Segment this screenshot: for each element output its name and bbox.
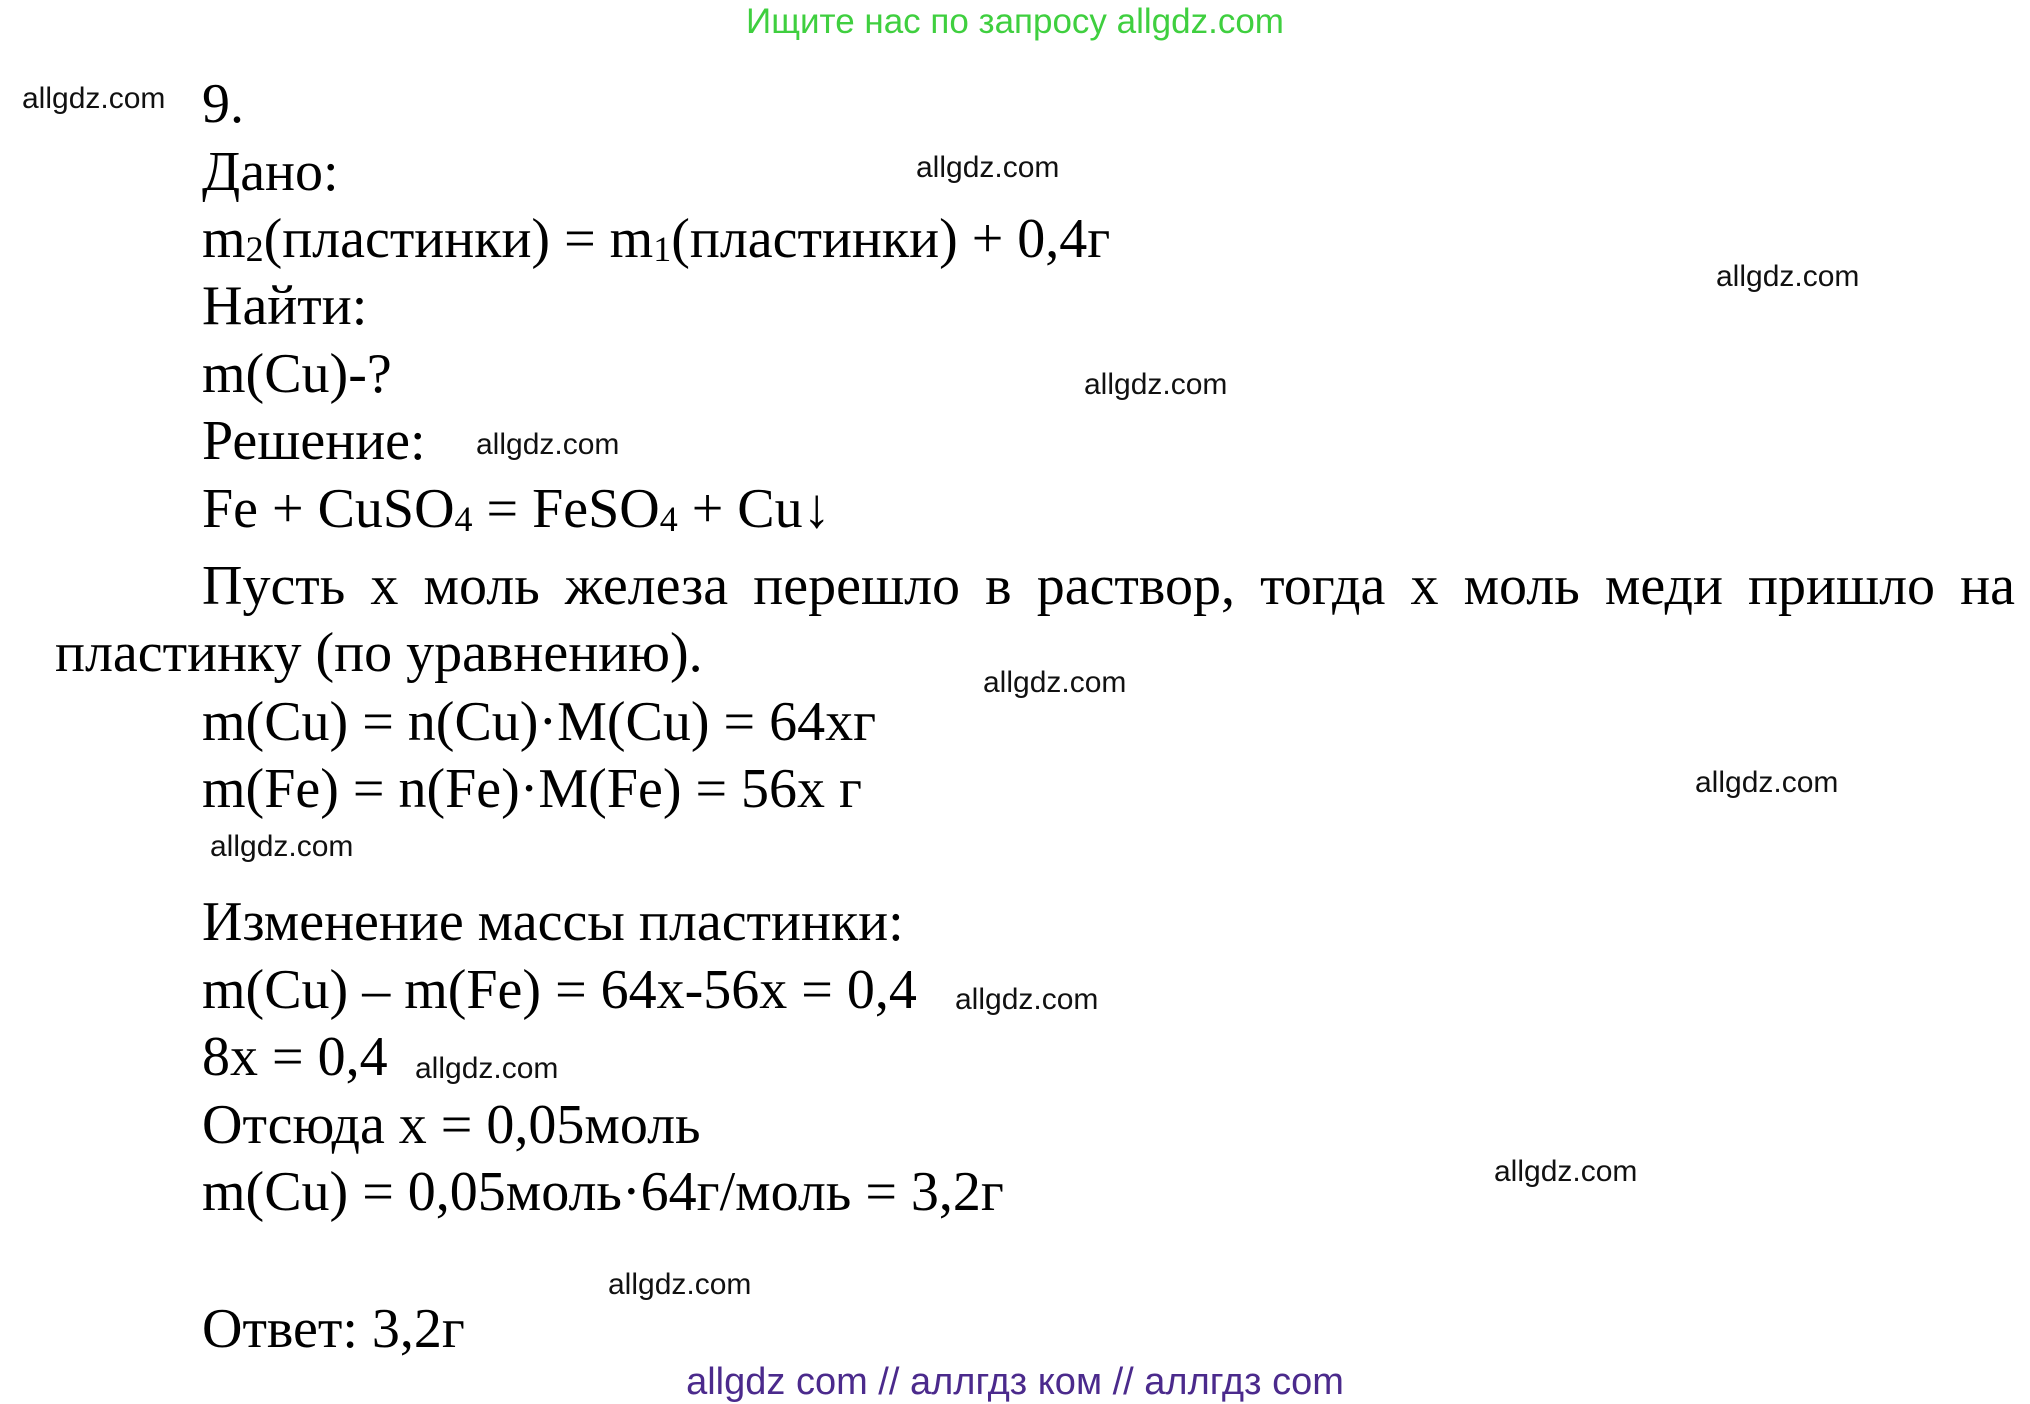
problem-number: 9.	[202, 73, 244, 135]
watermark: allgdz.com	[1695, 766, 1839, 799]
equation-x: Отсюда x = 0,05моль	[202, 1094, 701, 1156]
watermark: allgdz.com	[916, 151, 1060, 184]
equation-8x: 8x = 0,4	[202, 1026, 388, 1088]
given-equation	[202, 207, 1110, 281]
find-label: Найти:	[202, 275, 368, 337]
given-end: (пластинки) + 0,4г	[671, 208, 1111, 270]
reaction-subscript: 4	[454, 499, 473, 539]
equation-mass-fe: m(Fe) = n(Fe)·M(Fe) = 56x г	[202, 758, 863, 820]
reaction-part: + Cu↓	[677, 478, 831, 540]
site-banner[interactable]: Ищите нас по запросу allgdz.com	[746, 2, 1284, 41]
watermark: allgdz.com	[1716, 260, 1860, 293]
given-label: Дано:	[202, 141, 339, 203]
reaction-part: = FeSO	[472, 478, 660, 540]
reaction-subscript: 4	[659, 499, 678, 539]
reaction-part: Fe + CuSO	[202, 478, 455, 540]
explanation-paragraph: Пусть x моль железа перешло в раствор, тогда x моль меди пришло на пластинку (по уравнению).	[55, 555, 2015, 684]
given-m: m	[202, 208, 246, 270]
given-m1-subscript: 1	[653, 229, 672, 269]
watermark: allgdz.com	[476, 428, 620, 461]
equation-final: m(Cu) = 0,05моль·64г/моль = 3,2г	[202, 1161, 1004, 1223]
reaction-equation	[202, 477, 831, 551]
equation-difference: m(Cu) – m(Fe) = 64x-56x = 0,4	[202, 959, 917, 1021]
watermark: allgdz.com	[608, 1268, 752, 1301]
watermark: allgdz.com	[415, 1052, 559, 1085]
watermark: allgdz.com	[210, 830, 354, 863]
watermark: allgdz.com	[1494, 1155, 1638, 1188]
given-middle: (пластинки) = m	[263, 208, 654, 270]
watermark: allgdz.com	[955, 983, 1099, 1016]
equation-mass-cu: m(Cu) = n(Cu)·M(Cu) = 64xг	[202, 691, 877, 753]
watermark: allgdz.com	[983, 666, 1127, 699]
answer: Ответ: 3,2г	[202, 1298, 465, 1360]
given-m2-subscript: 2	[245, 229, 264, 269]
find-value: m(Cu)-?	[202, 343, 392, 405]
site-footer[interactable]: allgdz com // аллгдз ком // аллгдз com	[686, 1361, 1344, 1403]
watermark: allgdz.com	[22, 82, 166, 115]
change-label: Изменение массы пластинки:	[202, 891, 904, 953]
watermark: allgdz.com	[1084, 368, 1228, 401]
solution-label: Решение:	[202, 410, 426, 472]
